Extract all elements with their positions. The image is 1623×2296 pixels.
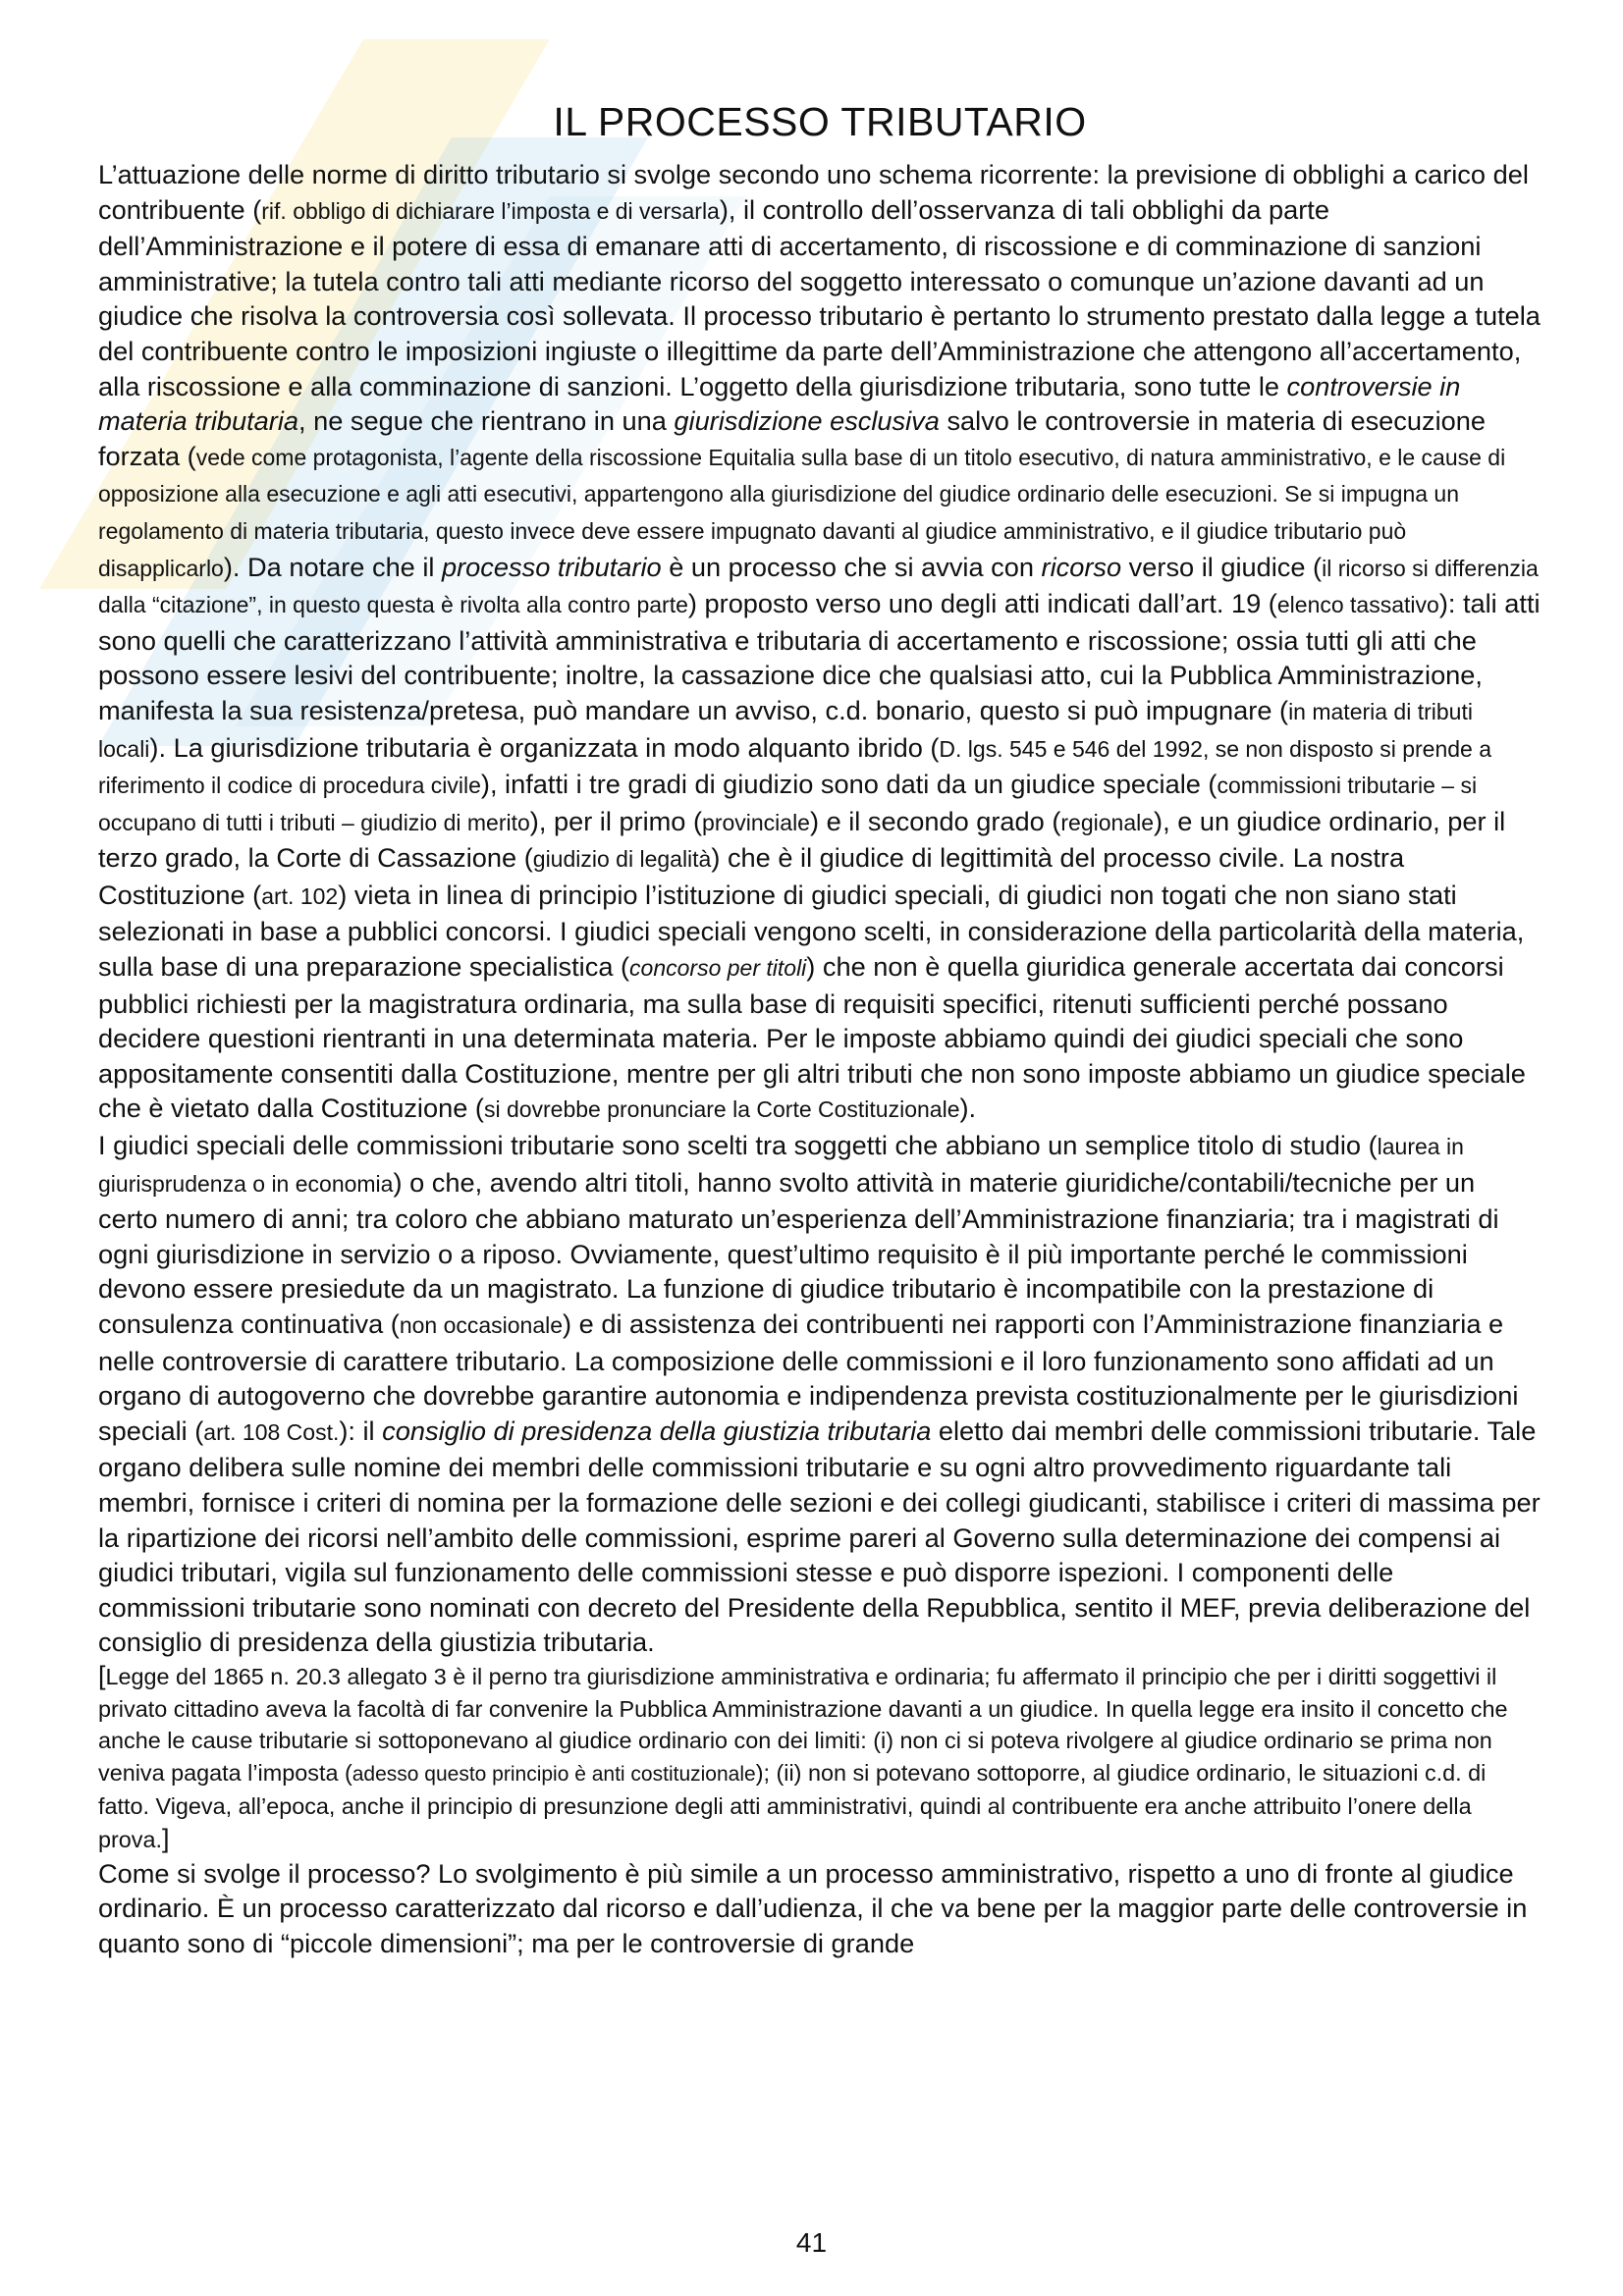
paragraph-judges: I giudici speciali delle commissioni tributarie sono scelti tra soggetti che abbiano un semplice titolo di studio (laurea in giurisprudenza o in economia) o che, avendo altri titoli, hanno svolto attività in materie giuridiche/contabili/tecniche per un certo numero di anni; tra coloro che abbiano maturato un’esperienza dell’Amministrazione finanziaria; tra i magistrati di ogni giurisdizione in servizio o a riposo. Ovviamente, quest’ultimo requisito è il più importante perché le commissioni devono essere presiedute da un magistrato. La funzione di giudice tributario è incompatibile con la prestazione di consulenza continuativa (non occasionale) e di assistenza dei contribuenti nei rapporti con l’Amministrazione finanziaria e nelle controversie di carattere tributario. La composizione delle commissioni e il loro funzionamento sono affidati ad un organo di autogoverno che dovrebbe garantire autonomia e indipendenza prevista costituzionalmente per le giurisdizioni speciali (art. 108 Cost.): il consiglio di presidenza della giustizia tributaria eletto dai membri delle commissioni tributarie. Tale organo delibera sulle nomine dei membri delle commissioni tributarie e su ogni altro provvedimento riguardante tali membri, fornisce i criteri di nomina per la formazione delle sezioni e dei collegi giudicanti, stabilisce i criteri di massima per la ripartizione dei ricorsi nell’ambito delle commissioni, esprime pareri al Governo sulla determinazione dei compensi ai giudici tributari, vigila sul funzionamento delle commissioni stesse e può disporre ispezioni. I componenti delle commissioni tributarie sono nominati con decreto del Presidente della Repubblica, sentito il MEF, previa deliberazione del consiglio di presidenza della giustizia tributaria. xyxy=(98,1130,1541,1658)
paragraph-intro: L’attuazione delle norme di diritto tributario si svolge secondo uno schema ricorrente: la previsione di obblighi a carico del contribuente (rif. obbligo di dichiarare l’imposta e di versarla), il controllo dell’osservanza di tali obblighi da parte dell’Amministrazione e il potere di essa di emanare atti di accertamento, di riscossione e di comminazione di sanzioni amministrative; la tutela contro tali atti mediante ricorso del soggetto interessato o comunque un’azione davanti ad un giudice che risolva la controversia così sollevata. Il processo tributario è pertanto lo strumento prestato dalla legge a tutela del contribuente contro le imposizioni ingiuste o illegittime da parte dell’Amministrazione che attengono all’accertamento, alla riscossione e alla comminazione di sanzioni. L’oggetto della giurisdizione tributaria, sono tutte le controversie in materia tributaria, ne segue che rientrano in una giurisdizione esclusiva salvo le controversie in materia di esecuzione forzata (vede come protagonista, l’agente della riscossione Equitalia sulla base di un titolo esecutivo, di natura amministrativo, e le cause di opposizione alla esecuzione e agli atti esecutivi, appartengono alla giurisdizione del giudice ordinario delle esecuzioni. Se si impugna un regolamento di materia tributaria, questo invece deve essere impugnato davanti al giudice amministrativo, e il giudice tributario può disapplicarlo). Da notare che il processo tributario è un processo che si avvia con ricorso verso il giudice (il ricorso si differenzia dalla “citazione”, in questo questa è rivolta alla contro parte) proposto verso uno degli atti indicati dall’art. 19 (elenco tassativo): tali atti sono quelli che caratterizzano l’attività amministrativa e tributaria di accertamento e riscossione; ossia tutti gli atti che possono essere lesivi del contribuente; inoltre, la cassazione dice che qualsiasi atto, cui la Pubblica Amministrazione, manifesta la sua resistenza/pretesa, può mandare un avviso, c.d. bonario, questo si può impugnare (in materia di tributi locali). La giurisdizione tributaria è organizzata in modo alquanto ibrido (D. lgs. 545 e 546 del 1992, se non disposto si prende a riferimento il codice di procedura civile), infatti i tre gradi di giudizio sono dati da un giudice speciale (commissioni tributarie – si occupano di tutti i tributi – giudizio di merito), per il primo (provinciale) e il secondo grado (regionale), e un giudice ordinario, per il terzo grado, la Corte di Cassazione (giudizio di legalità) che è il giudice di legittimità del processo civile. La nostra Costituzione (art. 102) vieta in linea di principio l’istituzione di giudici speciali, di giudici non togati che non siano stati selezionati in base a pubblici concorsi. I giudici speciali vengono scelti, in considerazione della particolarità della materia, sulla base di una preparazione specialistica (concorso per titoli) che non è quella giuridica generale accertata dai concorsi pubblici richiesti per la magistratura ordinaria, ma sulla base di requisiti specifici, ritenuti sufficienti perché possano decidere questioni rientranti in una determinata materia. Per le imposte abbiamo quindi dei giudici speciali che sono appositamente consentiti dalla Costituzione, mentre per gli altri tributi che non sono imposte abbiamo un giudice speciale che è vietato dalla Costituzione (si dovrebbe pronunciare la Corte Costituzionale). xyxy=(98,159,1541,1124)
document-body xyxy=(98,157,1542,1960)
page-number: 41 xyxy=(795,2227,828,2258)
page-content xyxy=(98,98,1542,1960)
paragraph-historical-note: [Legge del 1865 n. 20.3 allegato 3 è il perno tra giurisdizione amministrativa e ordinaria; fu affermato il principio che per i diritti soggettivi il privato cittadino aveva la facoltà di far convenire la Pubblica Amministrazione davanti a un giudice. In quella legge era insito il concetto che anche le cause tributarie si sottoponevano al giudice ordinario con dei limiti: (i) non ci si poteva rivolgere al giudice ordinario se prima non veniva pagata l’imposta (adesso questo principio è anti costituzionale); (ii) non si potevano sottoporre, al giudice ordinario, le situazioni c.d. di fatto. Vigeva, all’epoca, anche il principio di presunzione degli atti amministrativi, quindi al contribuente era anche attribuito l’onere della prova.] xyxy=(98,1660,1508,1853)
page-title: IL PROCESSO TRIBUTARIO xyxy=(553,99,1087,144)
paragraph-procedure: Come si svolge il processo? Lo svolgimento è più simile a un processo amministrativo, rispetto a uno di fronte al giudice ordinario. È un processo caratterizzato dal ricorso e dall’udienza, il che va bene per la maggior parte delle controversie in quanto sono di “piccole dimensioni”; ma per le controversie di grande xyxy=(98,1857,1528,1958)
